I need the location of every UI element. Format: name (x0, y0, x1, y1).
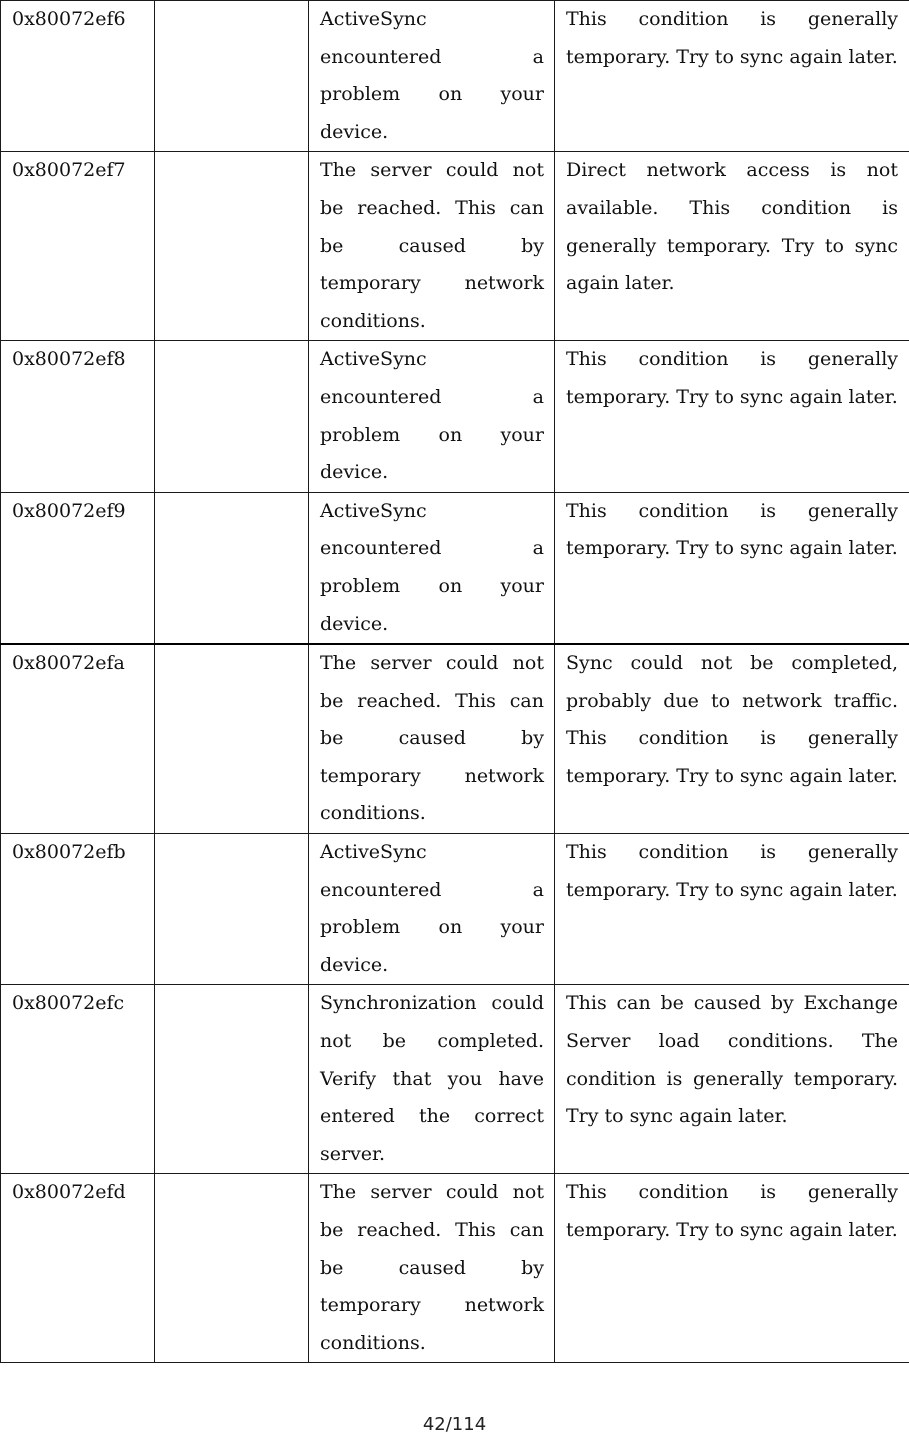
error-action-cell: This can be caused by Exchange Server load conditions. The condition is generally temporary. Try to sync again later. (555, 985, 909, 1174)
error-code-cell: 0x80072efb (1, 834, 155, 985)
error-code-cell: 0x80072ef6 (1, 1, 155, 152)
error-action-cell: This condition is generally temporary. Try to sync again later. (555, 492, 909, 644)
error-code-cell: 0x80072ef8 (1, 341, 155, 492)
table-row (1, 1174, 909, 1363)
error-description-cell: ActiveSync encountered a problem on your device. (309, 492, 555, 644)
error-action-cell: This condition is generally temporary. Try to sync again later. (555, 341, 909, 492)
empty-cell (155, 834, 309, 985)
empty-cell (155, 492, 309, 644)
error-code-cell: 0x80072efa (1, 644, 155, 833)
error-description-cell: ActiveSync encountered a problem on your device. (309, 341, 555, 492)
table-row (1, 341, 909, 492)
error-description-cell: The server could not be reached. This can be caused by temporary network conditions. (309, 152, 555, 341)
error-description-cell: ActiveSync encountered a problem on your device. (309, 1, 555, 152)
table-row (1, 985, 909, 1174)
table-row (1, 152, 909, 341)
error-code-cell: 0x80072ef9 (1, 492, 155, 644)
error-description-cell: The server could not be reached. This can be caused by temporary network conditions. (309, 644, 555, 833)
error-action-cell: Direct network access is not available. This condition is generally temporary. Try to sync again later. (555, 152, 909, 341)
page-number: 42/114 (422, 1414, 487, 1435)
error-action-cell: This condition is generally temporary. Try to sync again later. (555, 1, 909, 152)
empty-cell (155, 341, 309, 492)
empty-cell (155, 1174, 309, 1363)
table-row (1, 492, 909, 644)
error-code-cell: 0x80072efc (1, 985, 155, 1174)
table-row (1, 834, 909, 985)
error-description-cell: The server could not be reached. This can be caused by temporary network conditions. (309, 1174, 555, 1363)
error-action-cell: This condition is generally temporary. Try to sync again later. (555, 834, 909, 985)
error-action-cell: This condition is generally temporary. Try to sync again later. (555, 1174, 909, 1363)
empty-cell (155, 152, 309, 341)
empty-cell (155, 1, 309, 152)
error-code-cell: 0x80072ef7 (1, 152, 155, 341)
empty-cell (155, 644, 309, 833)
error-action-cell: Sync could not be completed, probably due to network traffic. This condition is generally temporary. Try to sync again later. (555, 644, 909, 833)
empty-cell (155, 985, 309, 1174)
error-description-cell: ActiveSync encountered a problem on your device. (309, 834, 555, 985)
error-code-cell: 0x80072efd (1, 1174, 155, 1363)
table-row (1, 1, 909, 152)
table-row (1, 644, 909, 833)
error-description-cell: Synchronization could not be completed. Verify that you have entered the correct server. (309, 985, 555, 1174)
